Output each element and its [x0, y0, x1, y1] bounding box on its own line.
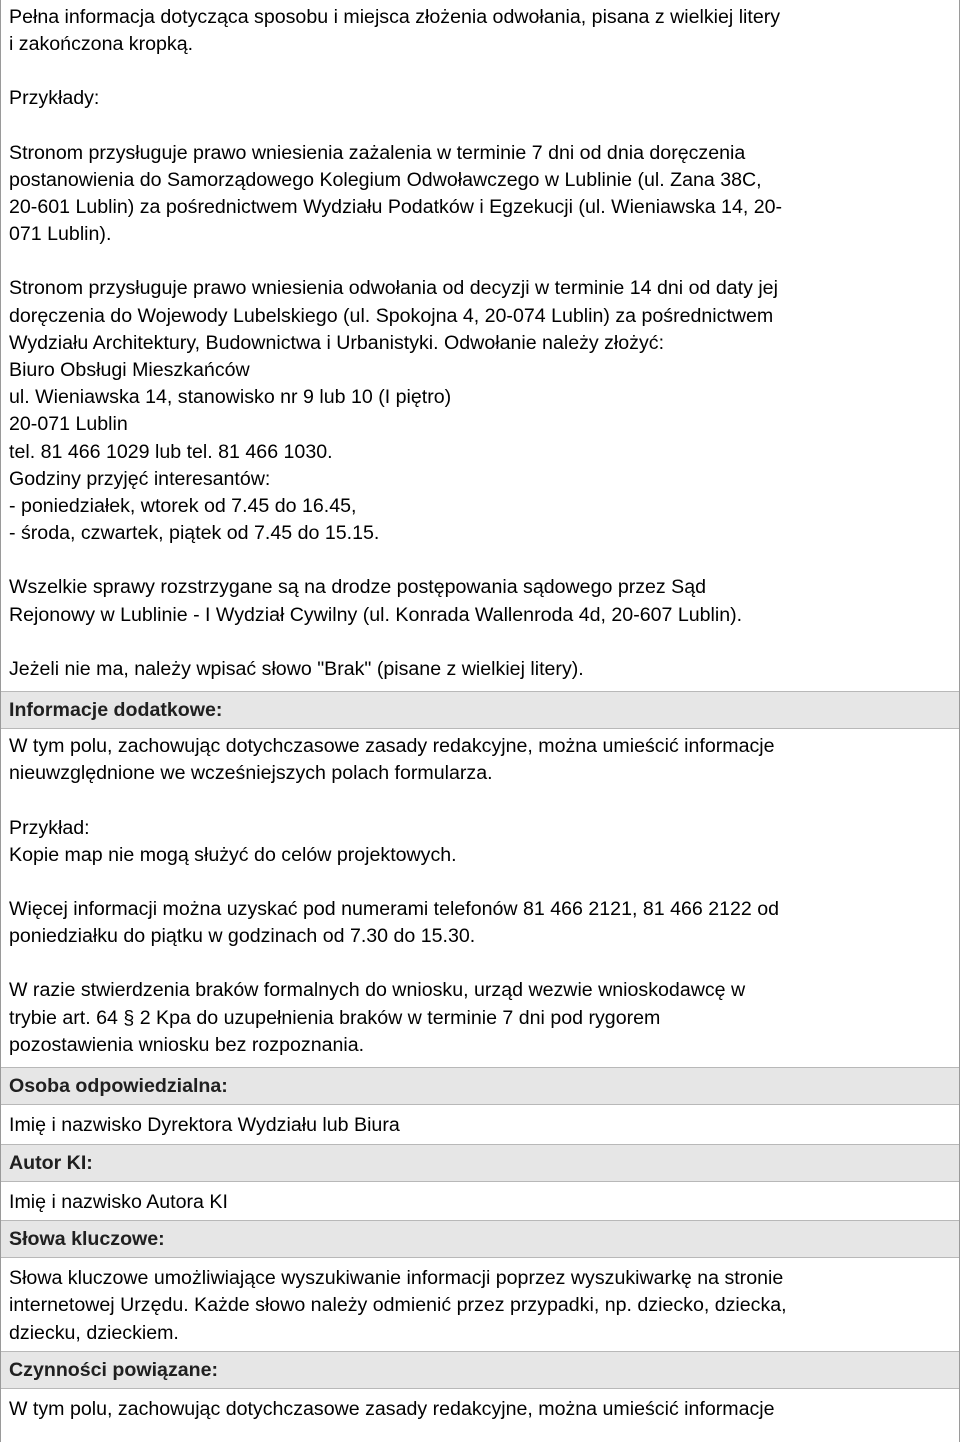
info-example-label: Przykład:: [9, 816, 90, 839]
keywords-line: internetowej Urzędu. Każde słowo należy odmienić przez przypadki, np. dziecko, dziecka,: [9, 1294, 787, 1317]
keywords-line: Słowa kluczowe umożliwiające wyszukiwanie informacji poprzez wyszukiwarkę na stronie: [9, 1267, 784, 1290]
example-1-line: postanowienia do Samorządowego Kolegium Odwoławczego w Lublinie (ul. Zana 38C,: [9, 168, 762, 191]
section-header-keywords: Słowa kluczowe:: [1, 1221, 959, 1258]
example-2-line: - środa, czwartek, piątek od 7.45 do 15.15.: [9, 522, 380, 545]
section-header-related-activities: Czynności powiązane:: [1, 1352, 959, 1389]
keywords-cell: [1, 1258, 959, 1352]
responsible-person-text: Imię i nazwisko Dyrektora Wydziału lub Biura: [9, 1114, 400, 1137]
brak-note: Jeżeli nie ma, należy wpisać słowo "Brak" (pisane z wielkiej litery).: [9, 657, 584, 680]
related-activities-text: W tym polu, zachowując dotychczasowe zasady redakcyjne, można umieścić informacje: [9, 1397, 775, 1420]
info-formal-line: pozostawienia wniosku bez rozpoznania.: [9, 1033, 365, 1056]
author-text: Imię i nazwisko Autora KI: [9, 1190, 228, 1213]
example-2-line: Biuro Obsługi Mieszkańców: [9, 359, 250, 382]
info-line: W tym polu, zachowując dotychczasowe zasady redakcyjne, można umieścić informacje: [9, 735, 775, 758]
example-2-line: doręczenia do Wojewody Lubelskiego (ul. Spokojna 4, 20-074 Lublin) za pośrednictwem: [9, 304, 774, 327]
section-header-author: Autor KI:: [1, 1145, 959, 1182]
examples-label: Przykłady:: [9, 87, 100, 110]
example-2-line: Godziny przyjęć interesantów:: [9, 467, 271, 490]
example-1-line: 071 Lublin).: [9, 223, 112, 246]
info-phone-line: poniedziałku do piątku w godzinach od 7.30 do 15.30.: [9, 925, 476, 948]
example-2-line: Wydziału Architektury, Budownictwa i Urbanistyki. Odwołanie należy złożyć:: [9, 331, 665, 354]
appeal-info-cell: [1, 0, 959, 692]
section-sign: §: [123, 1006, 135, 1029]
info-formal-post: 2 Kpa do uzupełnienia braków w terminie 7 dni pod rygorem: [134, 1006, 661, 1029]
example-3-line: Wszelkie sprawy rozstrzygane są na drodze postępowania sądowego przez Sąd: [9, 576, 707, 599]
example-2-line: - poniedziałek, wtorek od 7.45 do 16.45,: [9, 495, 357, 518]
info-example-text: Kopie map nie mogą służyć do celów projektowych.: [9, 843, 457, 866]
intro-line: i zakończona kropką.: [9, 33, 194, 56]
info-formal-pre: trybie art. 64: [9, 1006, 124, 1029]
additional-info-cell: [1, 729, 959, 1068]
info-formal-line: W razie stwierdzenia braków formalnych do wniosku, urząd wezwie wnioskodawcę w: [9, 979, 746, 1002]
example-1-line: 20-601 Lublin) za pośrednictwem Wydziału Podatków i Egzekucji (ul. Wieniawska 14, 20-: [9, 196, 783, 219]
section-header-additional-info: Informacje dodatkowe:: [1, 692, 959, 729]
intro-line: Pełna informacja dotycząca sposobu i miejsca złożenia odwołania, pisana z wielkiej litery: [9, 6, 781, 28]
example-2-line: tel. 81 466 1029 lub tel. 81 466 1030.: [9, 440, 333, 463]
related-activities-cell: [1, 1389, 959, 1429]
author-cell: [1, 1182, 959, 1221]
keywords-line: dziecku, dzieckiem.: [9, 1321, 179, 1344]
info-phone-line: Więcej informacji można uzyskać pod numerami telefonów 81 466 2121, 81 466 2122 od: [9, 898, 780, 921]
example-2-line: ul. Wieniawska 14, stanowisko nr 9 lub 10 (I piętro): [9, 386, 452, 409]
example-2-line: 20-071 Lublin: [9, 413, 128, 436]
section-header-responsible-person: Osoba odpowiedzialna:: [1, 1068, 959, 1105]
info-line: nieuwzględnione we wcześniejszych polach formularza.: [9, 762, 493, 785]
example-3-line: Rejonowy w Lublinie - I Wydział Cywilny (ul. Konrada Wallenroda 4d, 20-607 Lublin).: [9, 603, 743, 626]
info-formal-line: [9, 1005, 951, 1032]
example-2-line: Stronom przysługuje prawo wniesienia odwołania od decyzji w terminie 14 dni od daty jej: [9, 277, 778, 300]
example-1-line: Stronom przysługuje prawo wniesienia zażalenia w terminie 7 dni od dnia doręczenia: [9, 141, 746, 164]
responsible-person-cell: [1, 1105, 959, 1144]
